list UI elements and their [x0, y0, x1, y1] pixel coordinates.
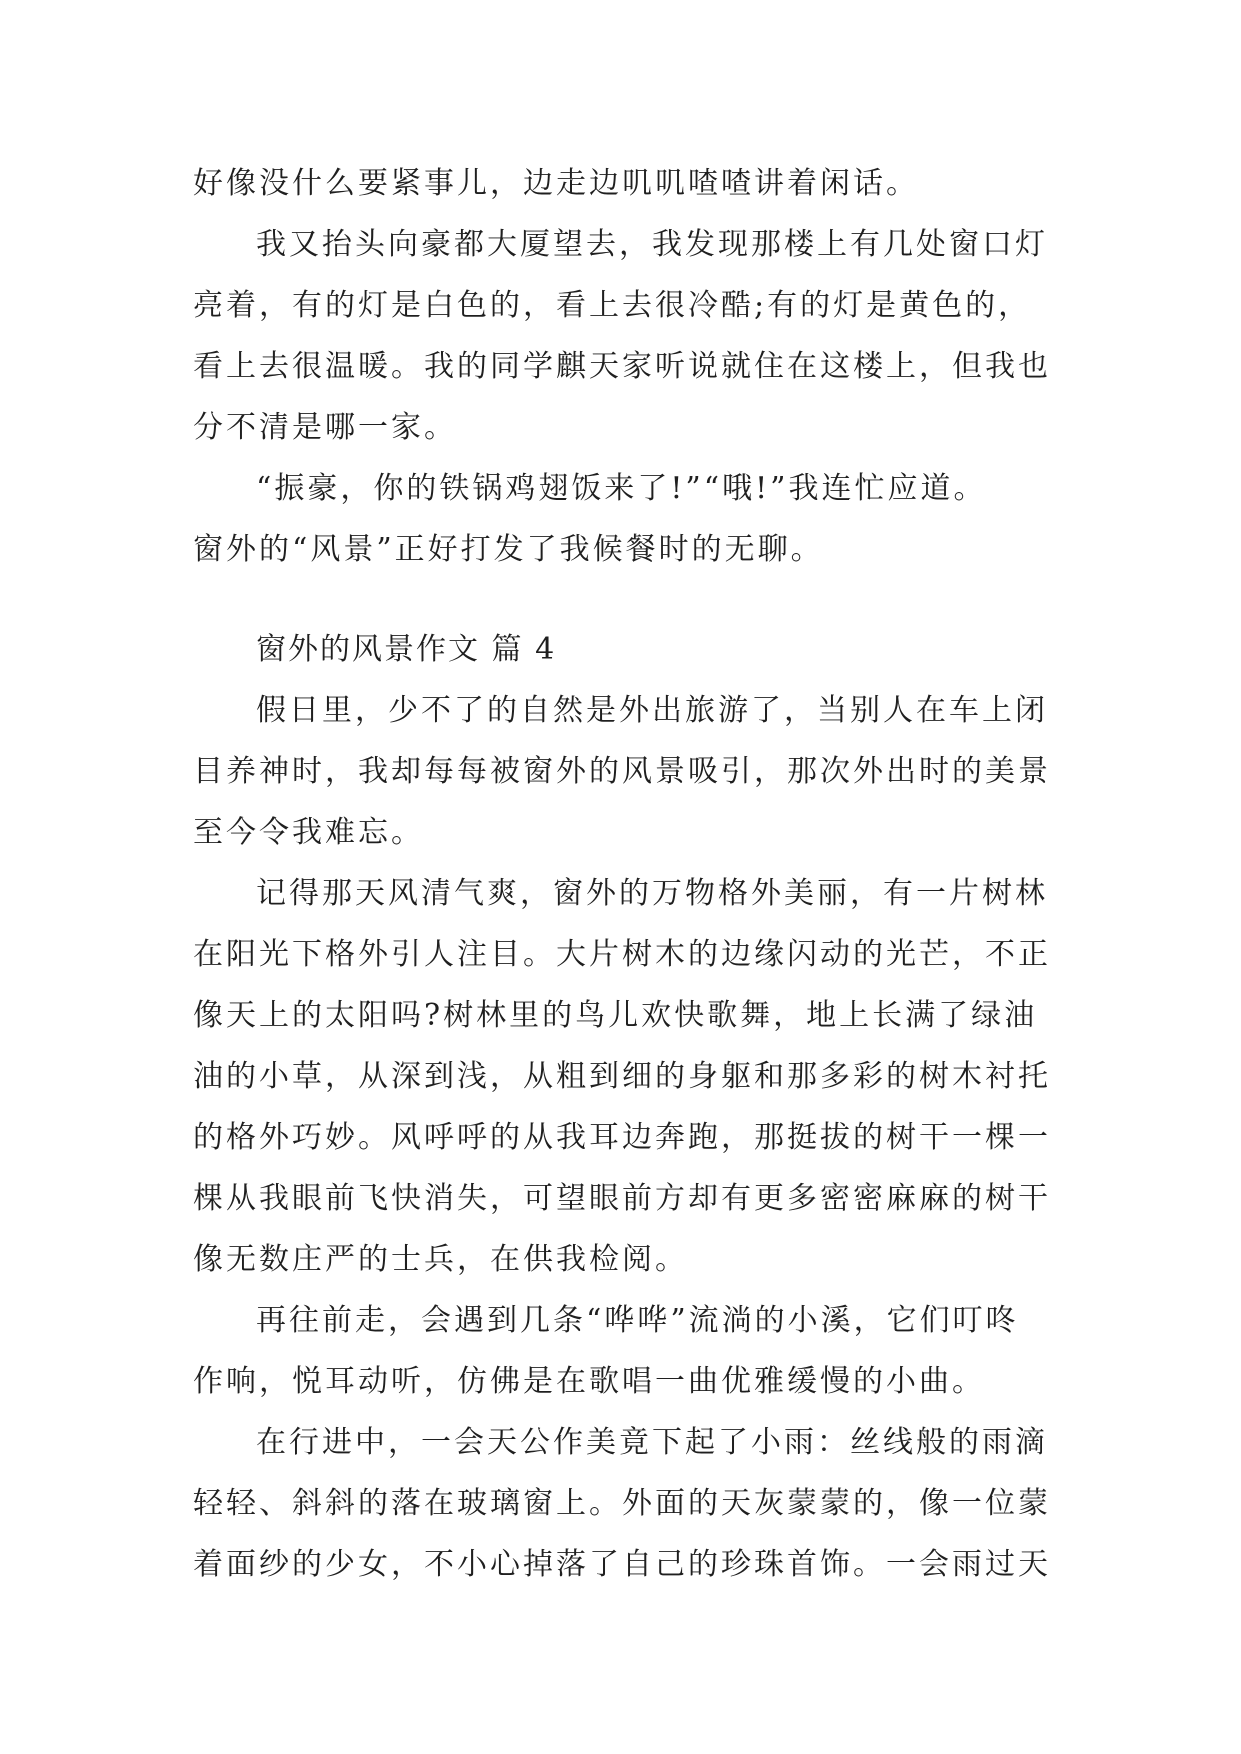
text-line: 分不清是哪一家。	[193, 410, 457, 445]
text-line: 棵从我眼前飞快消失，可望眼前方却有更多密密麻麻的树干	[193, 1181, 1051, 1216]
text-line: 的格外巧妙。风呼呼的从我耳边奔跑，那挺拔的树干一棵一	[193, 1120, 1051, 1155]
text-line: 目养神时，我却每每被窗外的风景吸引，那次外出时的美景	[193, 754, 1051, 789]
paragraph-start-line: 再往前走，会遇到几条“哗哗”流淌的小溪，它们叮咚	[256, 1303, 1019, 1338]
paragraph-start-line: 记得那天风清气爽，窗外的万物格外美丽，有一片树林	[256, 876, 1048, 911]
text-line: 油的小草，从深到浅，从粗到细的身躯和那多彩的树木衬托	[193, 1059, 1051, 1094]
paragraph-start-line: 假日里，少不了的自然是外出旅游了，当别人在车上闭	[256, 693, 1048, 728]
text-line: 好像没什么要紧事儿，边走边叽叽喳喳讲着闲话。	[193, 166, 919, 201]
text-line: 轻轻、斜斜的落在玻璃窗上。外面的天灰蒙蒙的，像一位蒙	[193, 1486, 1051, 1521]
text-line: 在阳光下格外引人注目。大片树木的边缘闪动的光芒，不正	[193, 937, 1051, 972]
text-line: 像无数庄严的士兵，在供我检阅。	[193, 1242, 688, 1277]
text-line: 着面纱的少女，不小心掉落了自己的珍珠首饰。一会雨过天	[193, 1547, 1051, 1582]
text-line: 看上去很温暖。我的同学麒天家听说就住在这楼上，但我也	[193, 349, 1051, 384]
text-line: 窗外的“风景”正好打发了我候餐时的无聊。	[193, 532, 824, 567]
text-line: 像天上的太阳吗?树林里的鸟儿欢快歌舞，地上长满了绿油	[193, 998, 1038, 1033]
text-line: 至今令我难忘。	[193, 815, 424, 850]
section-heading: 窗外的风景作文 篇 4	[256, 632, 557, 667]
text-line: 亮着，有的灯是白色的，看上去很冷酷;有的灯是黄色的，	[193, 288, 1032, 323]
text-line: 作响，悦耳动听，仿佛是在歌唱一曲优雅缓慢的小曲。	[193, 1364, 985, 1399]
paragraph-start-line: 我又抬头向豪都大厦望去，我发现那楼上有几处窗口灯	[256, 227, 1048, 262]
paragraph-start-line: 在行进中，一会天公作美竟下起了小雨：丝线般的雨滴	[256, 1425, 1048, 1460]
paragraph-start-line: “振豪，你的铁锅鸡翅饭来了!”“哦!”我连忙应道。	[256, 471, 987, 506]
